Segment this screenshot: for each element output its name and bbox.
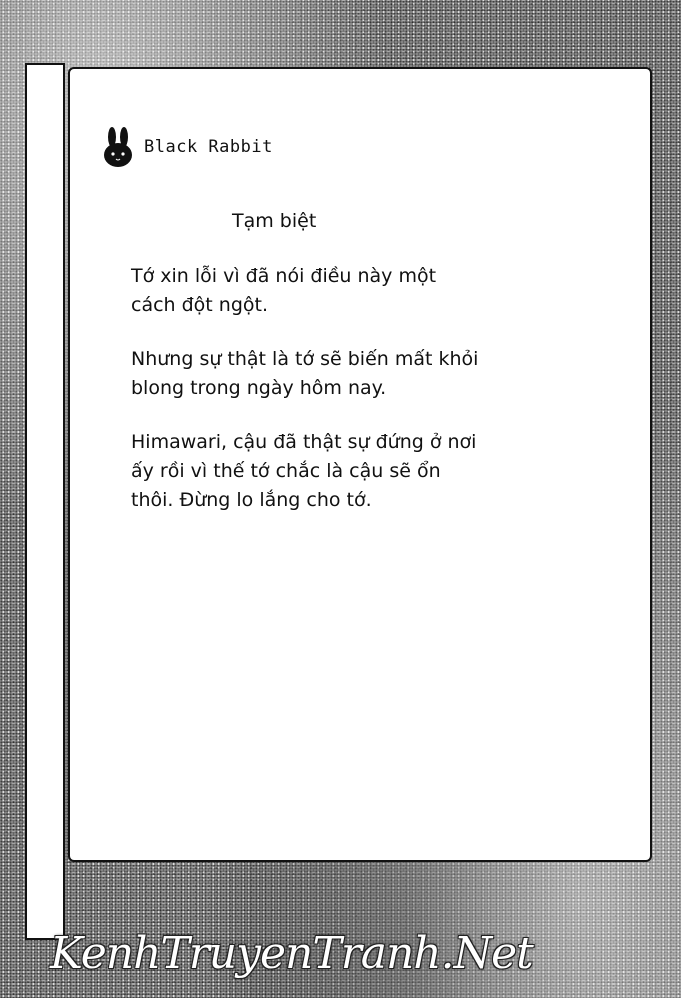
- site-watermark: KenhTruyenTranh.Net: [50, 928, 533, 979]
- post-paragraph: Himawari, cậu đã thật sự đứng ở nơi ấy rồi vì thế tớ chắc là cậu sẽ ổn thôi. Đừng lo lắng cho tớ.: [131, 431, 477, 511]
- post-paragraph: Tớ xin lỗi vì đã nói điều này một cách đột ngột.: [131, 265, 437, 316]
- post-body: [131, 262, 481, 540]
- black-rabbit-icon: [100, 126, 136, 168]
- side-panel-strip: [25, 63, 65, 940]
- post-paragraph: Nhưng sự thật là tớ sẽ biến mất khỏi blong trong ngày hôm nay.: [131, 348, 479, 399]
- post-title: Tạm biệt: [232, 210, 317, 232]
- blog-header: [100, 126, 273, 168]
- blog-name: Black Rabbit: [144, 137, 273, 157]
